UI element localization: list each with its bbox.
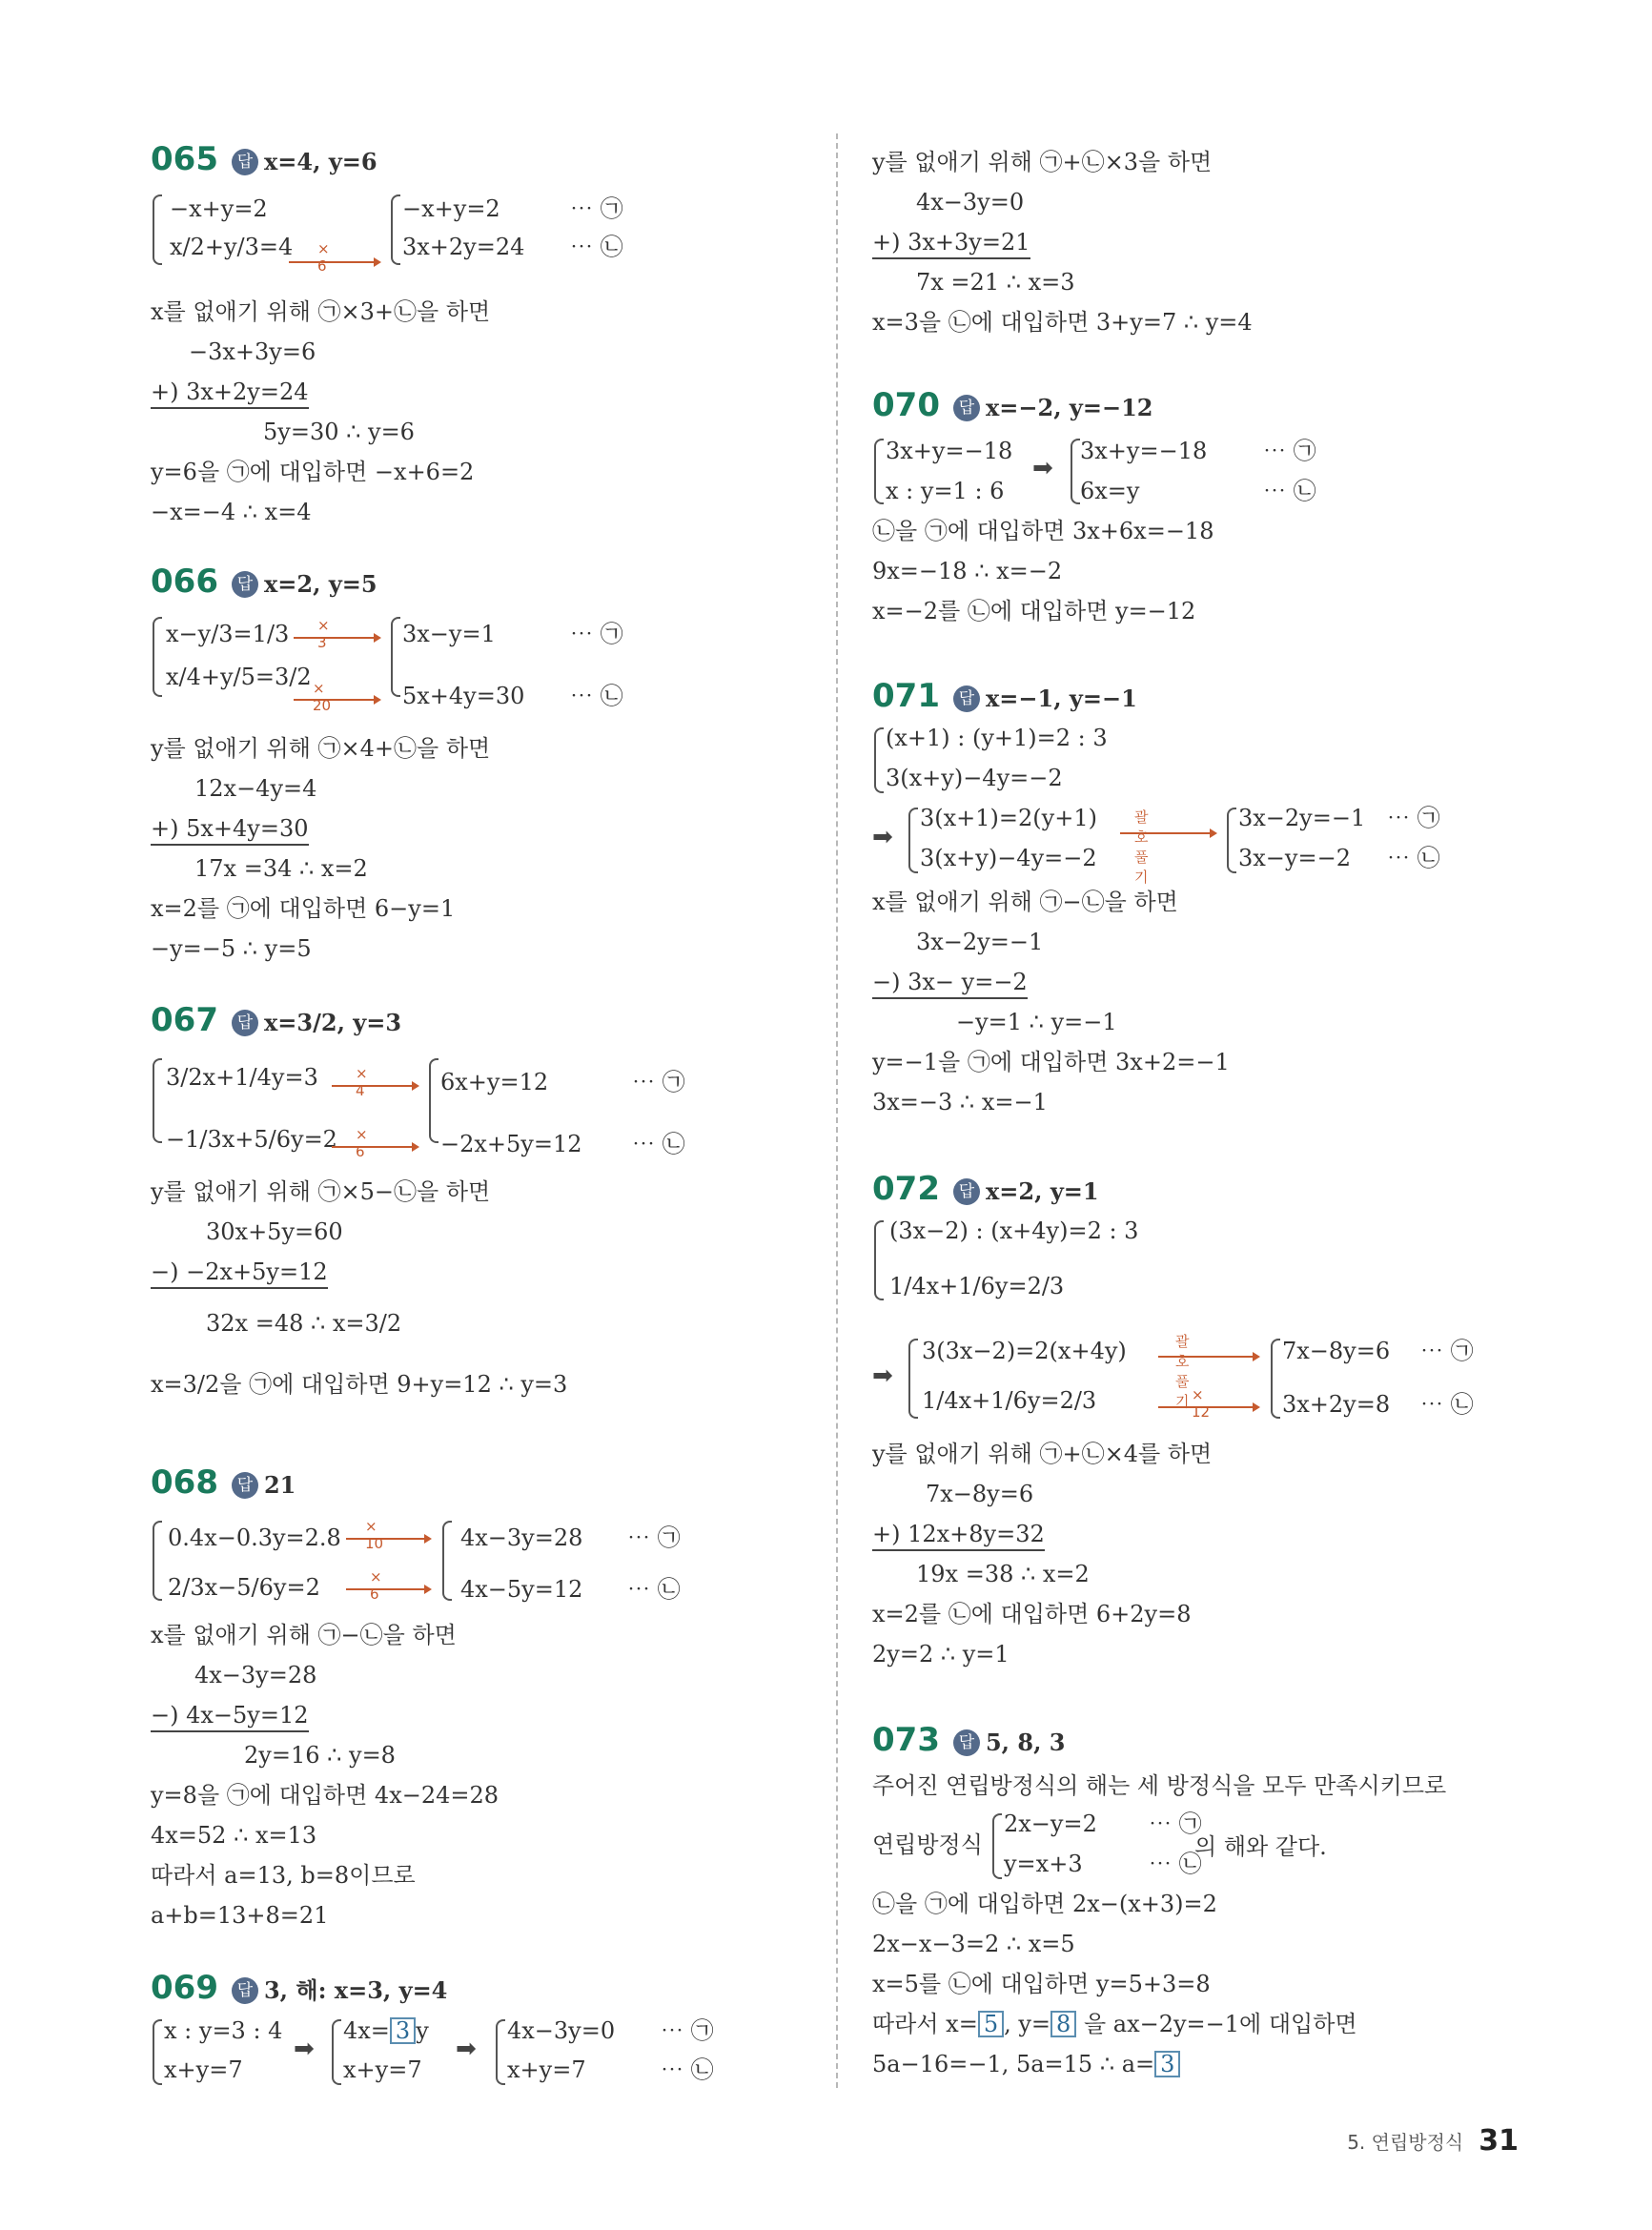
- problem-number: 073: [872, 1721, 940, 1759]
- answer: x=2, y=5: [263, 570, 377, 598]
- equation: 3x−y=1: [402, 621, 496, 647]
- equation: x/4+y/5=3/2: [166, 664, 312, 690]
- brace: [992, 1813, 1002, 1879]
- brace: [391, 194, 400, 265]
- step: 19x =38 ∴ x=2: [916, 1561, 1090, 1587]
- step: x=−2를 ㉡에 대입하면 y=−12: [872, 598, 1196, 624]
- equation: 4x−3y=28: [460, 1524, 583, 1551]
- right-arrow-icon: [1120, 832, 1215, 834]
- step: x=2를 ㉡에 대입하면 6+2y=8: [872, 1601, 1192, 1627]
- step: x를 없애기 위해 ㉠×3+㉡을 하면: [151, 298, 491, 325]
- step: +) 3x+2y=24: [151, 378, 309, 409]
- equation: (3x−2) : (x+4y)=2 : 3: [889, 1217, 1139, 1244]
- answer: x=3/2, y=3: [263, 1009, 402, 1036]
- equation: x−y/3=1/3: [166, 621, 290, 647]
- equation: 2/3x−5/6y=2: [168, 1574, 320, 1601]
- step: 주어진 연립방정식의 해는 세 방정식을 모두 만족시키므로: [872, 1772, 1447, 1799]
- problem-number: 070: [872, 386, 940, 424]
- arrow-label: × 6: [370, 1568, 382, 1603]
- equation: 4x−5y=12: [460, 1576, 583, 1603]
- right-arrow-icon: [332, 1146, 418, 1148]
- equation: 3(x+y)−4y=−2: [886, 765, 1063, 791]
- equation: x/2+y/3=4: [170, 234, 294, 260]
- answer: 5, 8, 3: [985, 1729, 1066, 1756]
- equation: 7x−8y=6: [1282, 1338, 1391, 1364]
- equation: 1/4x+1/6y=2/3: [922, 1387, 1097, 1414]
- right-arrow-icon: [1158, 1406, 1258, 1408]
- brace: [153, 2019, 162, 2085]
- answer-badge: 답: [232, 1977, 258, 2004]
- arrow-label: 괄호 풀기: [1134, 808, 1149, 886]
- brace: [153, 1521, 162, 1601]
- step: x=3/2을 ㉠에 대입하면 9+y=12 ∴ y=3: [151, 1371, 568, 1398]
- step: 30x+5y=60: [206, 1218, 343, 1245]
- arrow-label: × 6: [317, 240, 330, 275]
- answer: x=−2, y=−12: [985, 394, 1153, 421]
- answer: x=2, y=1: [985, 1177, 1099, 1205]
- step: 2y=2 ∴ y=1: [872, 1641, 1010, 1667]
- step: +) 3x+3y=21: [872, 229, 1030, 259]
- step: 2y=16 ∴ y=8: [244, 1742, 396, 1769]
- chapter-label: 5. 연립방정식: [1347, 2131, 1464, 2154]
- problem-number: 065: [151, 140, 218, 178]
- answer-box: 8: [1050, 2011, 1076, 2037]
- equation: 4x−3y=0: [507, 2017, 616, 2044]
- answer-badge: 답: [232, 1010, 258, 1036]
- equation: −x+y=2: [402, 195, 500, 222]
- equation: x+y=7: [507, 2056, 586, 2083]
- page-footer: [1347, 2124, 1519, 2158]
- answer: x=4, y=6: [263, 148, 377, 175]
- step: −y=1 ∴ y=−1: [956, 1009, 1117, 1035]
- step: y=−1을 ㉠에 대입하면 3x+2=−1: [872, 1049, 1230, 1075]
- equation: x+y=7: [343, 2056, 422, 2083]
- right-arrow-icon: ➡: [872, 823, 893, 851]
- step: y를 없애기 위해 ㉠+㉡×3을 하면: [872, 149, 1213, 175]
- step: a+b=13+8=21: [151, 1902, 329, 1929]
- step: −y=−5 ∴ y=5: [151, 935, 312, 962]
- brace: [874, 727, 884, 793]
- brace: [496, 2019, 505, 2085]
- brace: [153, 1058, 162, 1143]
- label-mark: ⋯ ㉠: [1149, 1811, 1202, 1837]
- step: +) 12x+8y=32: [872, 1521, 1045, 1551]
- step: x=5를 ㉡에 대입하면 y=5+3=8: [872, 1971, 1211, 1997]
- brace: [429, 1058, 438, 1143]
- equation: 3(x+1)=2(y+1): [920, 805, 1097, 831]
- equation: x+y=7: [164, 2056, 243, 2083]
- label-mark: ⋯ ㉡: [570, 234, 623, 260]
- step-part: , y=: [1004, 2011, 1051, 2037]
- equation: 2x−y=2: [1004, 1811, 1097, 1837]
- step: 5y=30 ∴ y=6: [263, 419, 415, 445]
- equation: 3(x+y)−4y=−2: [920, 845, 1097, 871]
- step: y=6을 ㉠에 대입하면 −x+6=2: [151, 459, 475, 485]
- right-arrow-icon: [289, 261, 379, 263]
- right-arrow-icon: [346, 1538, 430, 1540]
- equation: y=x+3: [1004, 1851, 1083, 1877]
- answer: x=−1, y=−1: [985, 685, 1137, 712]
- equation: 3x+y=−18: [886, 438, 1013, 464]
- arrow-label: × 10: [365, 1518, 384, 1552]
- step-part: 을 ax−2y=−1에 대입하면: [1076, 2011, 1357, 2037]
- brace: [391, 617, 400, 697]
- equation: x : y=3 : 4: [164, 2017, 283, 2044]
- right-arrow-icon: ➡: [872, 1361, 893, 1390]
- answer-badge: 답: [232, 571, 258, 598]
- step: 7x =21 ∴ x=3: [916, 269, 1075, 296]
- label-mark: ⋯ ㉠: [570, 195, 623, 222]
- equation: 3x+y=−18: [1080, 438, 1208, 464]
- step: x=2를 ㉠에 대입하면 6−y=1: [151, 895, 456, 922]
- step: 따라서 a=13, b=8이므로: [151, 1862, 416, 1889]
- step: x를 없애기 위해 ㉠−㉡을 하면: [151, 1622, 457, 1648]
- brace: [1071, 439, 1080, 504]
- equation: 3x−2y=−1: [1238, 805, 1366, 831]
- step: 32x =48 ∴ x=3/2: [206, 1310, 402, 1337]
- step: x를 없애기 위해 ㉠−㉡을 하면: [872, 889, 1178, 915]
- answer-box: 5: [978, 2011, 1004, 2037]
- right-arrow-icon: ➡: [456, 2035, 477, 2063]
- equation-part: y: [416, 2017, 429, 2044]
- step: 9x=−18 ∴ x=−2: [872, 558, 1063, 584]
- label-mark: ⋯ ㉠: [627, 1524, 681, 1551]
- step: x=3을 ㉡에 대입하면 3+y=7 ∴ y=4: [872, 309, 1253, 336]
- answer-badge: 답: [953, 1178, 980, 1205]
- step: 7x−8y=6: [926, 1481, 1034, 1507]
- label-mark: ⋯ ㉡: [570, 683, 623, 709]
- brace: [442, 1521, 452, 1601]
- brace: [908, 1339, 918, 1419]
- equation: −x+y=2: [170, 195, 268, 222]
- system-label: 연립방정식: [872, 1831, 983, 1858]
- answer-badge: 답: [953, 395, 980, 421]
- label-mark: ⋯ ㉠: [1420, 1338, 1474, 1364]
- step: 4x−3y=28: [194, 1662, 317, 1688]
- step: y를 없애기 위해 ㉠×5−㉡을 하면: [151, 1178, 491, 1205]
- equation: 3x+2y=24: [402, 234, 525, 260]
- equation: x : y=1 : 6: [886, 478, 1005, 504]
- equation: 1/4x+1/6y=2/3: [889, 1273, 1065, 1299]
- equation: −2x+5y=12: [440, 1131, 582, 1157]
- step: 12x−4y=4: [194, 775, 317, 802]
- problem-number: 066: [151, 563, 218, 601]
- right-arrow-icon: [332, 1085, 418, 1087]
- step: 4x−3y=0: [916, 189, 1025, 215]
- label-mark: ⋯ ㉠: [1387, 805, 1440, 831]
- label-mark: ⋯ ㉡: [1387, 845, 1440, 871]
- page-number: 31: [1479, 2124, 1519, 2158]
- label-mark: ⋯ ㉡: [1149, 1851, 1202, 1877]
- right-arrow-icon: [1158, 1356, 1258, 1358]
- equation: 6x=y: [1080, 478, 1140, 504]
- equation: 0.4x−0.3y=2.8: [168, 1524, 341, 1551]
- brace: [874, 439, 884, 504]
- equation: −1/3x+5/6y=2: [166, 1126, 337, 1153]
- answer-badge: 답: [953, 685, 980, 712]
- arrow-label: × 4: [356, 1065, 368, 1099]
- label-mark: ⋯ ㉡: [661, 2056, 714, 2083]
- step: y를 없애기 위해 ㉠+㉡×4를 하면: [872, 1441, 1213, 1467]
- step: +) 5x+4y=30: [151, 815, 309, 846]
- right-arrow-icon: [294, 637, 379, 639]
- answer-box: 3: [390, 2017, 416, 2044]
- arrow-label: × 6: [356, 1126, 368, 1160]
- label-mark: ⋯ ㉠: [632, 1069, 685, 1095]
- equation: 6x+y=12: [440, 1069, 549, 1095]
- problem-number: 072: [872, 1170, 940, 1208]
- step: y를 없애기 위해 ㉠×4+㉡을 하면: [151, 735, 491, 762]
- equation: 3x+2y=8: [1282, 1391, 1391, 1418]
- brace: [153, 194, 162, 265]
- problem-number: 071: [872, 677, 940, 715]
- equation-part: 4x=: [343, 2017, 390, 2044]
- answer: 3, 해: x=3, y=4: [263, 1976, 448, 2004]
- step: 17x =34 ∴ x=2: [194, 855, 368, 882]
- step: 3x−2y=−1: [916, 929, 1044, 955]
- left-column: [0, 0, 820, 2230]
- answer-badge: 답: [232, 149, 258, 175]
- brace: [153, 617, 162, 697]
- equation: 3/2x+1/4y=3: [166, 1064, 318, 1091]
- step: −) −2x+5y=12: [151, 1258, 328, 1289]
- step: −) 4x−5y=12: [151, 1702, 309, 1732]
- step: 3x=−3 ∴ x=−1: [872, 1089, 1048, 1115]
- label-mark: ⋯ ㉡: [627, 1576, 681, 1603]
- equation: 3x−y=−2: [1238, 845, 1351, 871]
- problem-number: 069: [151, 1969, 218, 2007]
- equation: (x+1) : (y+1)=2 : 3: [886, 725, 1108, 751]
- label-mark: ⋯ ㉠: [1263, 438, 1316, 464]
- right-arrow-icon: ➡: [294, 2035, 315, 2063]
- step: y=8을 ㉠에 대입하면 4x−24=28: [151, 1782, 500, 1809]
- label-mark: ⋯ ㉠: [661, 2017, 714, 2044]
- step-part: 5a−16=−1, 5a=15 ∴ a=: [872, 2051, 1155, 2077]
- step: ㉡을 ㉠에 대입하면 3x+6x=−18: [872, 518, 1214, 544]
- label-mark: ⋯ ㉡: [1420, 1391, 1474, 1418]
- brace: [1271, 1339, 1280, 1419]
- arrow-label: × 3: [317, 617, 330, 651]
- right-arrow-icon: [294, 699, 379, 701]
- arrow-label: × 20: [313, 680, 332, 714]
- right-column: [829, 0, 1652, 2230]
- problem-number: 068: [151, 1463, 218, 1502]
- arrow-label: 괄호 풀기: [1175, 1333, 1190, 1410]
- answer-badge: 답: [232, 1472, 258, 1499]
- step: 2x−x−3=2 ∴ x=5: [872, 1931, 1075, 1957]
- equation: 3(3x−2)=2(x+4y): [922, 1338, 1127, 1364]
- right-arrow-icon: ➡: [1032, 454, 1053, 482]
- right-arrow-icon: [346, 1588, 430, 1590]
- step-part: 따라서 x=: [872, 2011, 978, 2037]
- step: −x=−4 ∴ x=4: [151, 499, 312, 525]
- step: 4x=52 ∴ x=13: [151, 1822, 317, 1849]
- problem-number: 067: [151, 1001, 218, 1039]
- brace: [1227, 808, 1236, 873]
- brace: [874, 1220, 884, 1300]
- brace: [908, 808, 918, 873]
- answer-badge: 답: [953, 1729, 980, 1756]
- brace: [332, 2019, 341, 2085]
- step: ㉡을 ㉠에 대입하면 2x−(x+3)=2: [872, 1891, 1217, 1917]
- system-tail: 의 해와 같다.: [1194, 1833, 1327, 1860]
- label-mark: ⋯ ㉠: [570, 621, 623, 647]
- label-mark: ⋯ ㉡: [1263, 478, 1316, 504]
- equation: 5x+4y=30: [402, 683, 525, 709]
- step: −3x+3y=6: [189, 338, 316, 365]
- step: −) 3x− y=−2: [872, 969, 1028, 999]
- answer: 21: [263, 1471, 296, 1499]
- label-mark: ⋯ ㉡: [632, 1131, 685, 1157]
- answer-box: 3: [1154, 2051, 1180, 2077]
- arrow-label: × 12: [1192, 1386, 1211, 1421]
